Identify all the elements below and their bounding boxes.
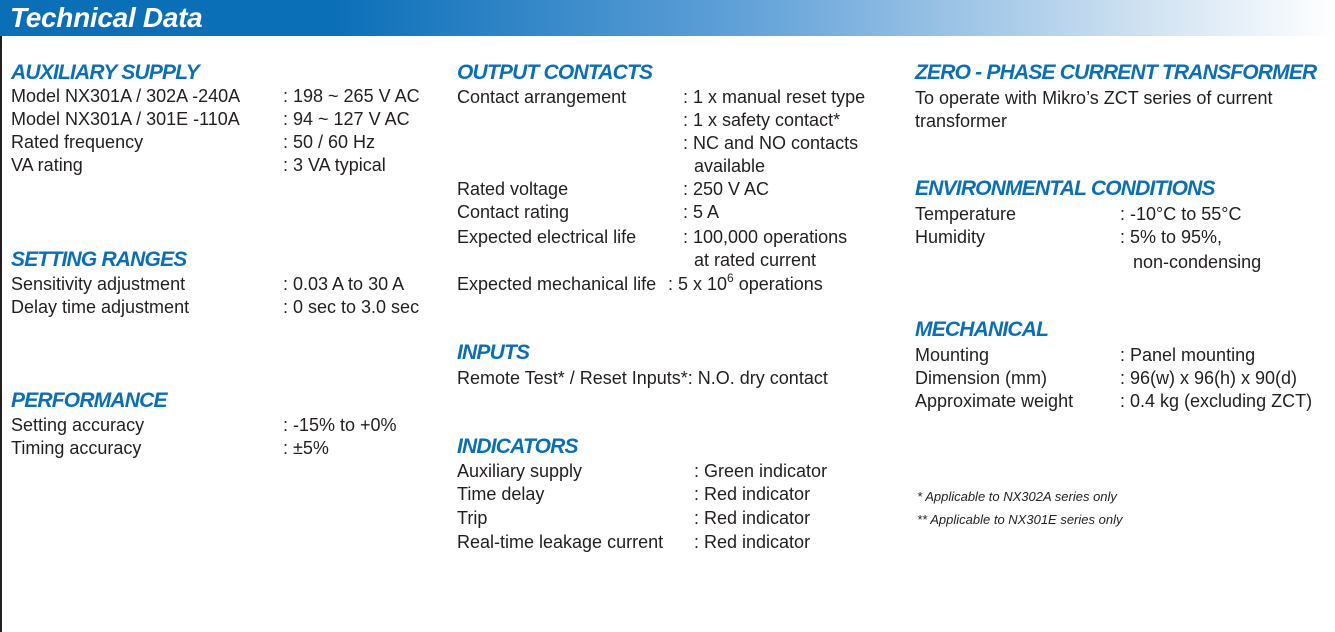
section-title-indicators: INDICATORS	[457, 435, 578, 458]
header-bar	[0, 0, 1335, 36]
section-title-zct: ZERO - PHASE CURRENT TRANSFORMER	[915, 61, 1317, 84]
output-contact-rating-value: : 5 A	[683, 202, 720, 222]
output-arrangement-value-3: : NC and NO contacts	[683, 133, 859, 153]
mechanical-label-1: Mounting	[915, 345, 990, 365]
setting-label-1: Sensitivity adjustment	[11, 274, 186, 294]
section-title-environmental: ENVIRONMENTAL CONDITIONS	[915, 177, 1215, 200]
output-electrical-life-value-2: at rated current	[694, 250, 817, 270]
output-mechanical-life-label: Expected mechanical life	[457, 274, 657, 294]
output-electrical-life-value-1: : 100,000 operations	[683, 227, 848, 247]
mechanical-value-2: : 96(w) x 96(h) x 90(d)	[1120, 368, 1298, 388]
output-arrangement-value-2: : 1 x safety contact*	[683, 110, 841, 130]
indicator-label-3: Trip	[457, 508, 488, 528]
indicator-value-3: : Red indicator	[694, 508, 811, 528]
left-border	[0, 36, 2, 632]
indicator-label-1: Auxiliary supply	[457, 461, 583, 481]
output-rated-voltage-label: Rated voltage	[457, 179, 569, 199]
setting-value-2: : 0 sec to 3.0 sec	[283, 297, 420, 317]
indicator-label-2: Time delay	[457, 484, 545, 504]
indicator-label-4: Real-time leakage current	[457, 532, 664, 552]
section-title-inputs: INPUTS	[457, 341, 530, 364]
aux-label-4: VA rating	[11, 155, 83, 175]
env-temperature-value: : -10°C to 55°C	[1120, 204, 1242, 224]
indicator-value-1: : Green indicator	[694, 461, 828, 481]
aux-value-1: : 198 ~ 265 V AC	[283, 86, 420, 106]
output-electrical-life-label: Expected electrical life	[457, 227, 637, 247]
output-arrangement-label: Contact arrangement	[457, 87, 627, 107]
zct-text-line-2: transformer	[915, 111, 1008, 131]
output-arrangement-value-1: : 1 x manual reset type	[683, 87, 866, 107]
performance-value-1: : -15% to +0%	[283, 415, 397, 435]
aux-label-2: Model NX301A / 301E -110A	[11, 109, 240, 129]
section-title-performance: PERFORMANCE	[11, 389, 167, 412]
aux-label-3: Rated frequency	[11, 132, 144, 152]
section-title-setting-ranges: SETTING RANGES	[11, 248, 187, 271]
mechanical-value-3: : 0.4 kg (excluding ZCT)	[1120, 391, 1313, 411]
mechanical-life-suffix: operations	[733, 274, 823, 294]
mechanical-life-exponent: 6	[727, 271, 734, 285]
aux-value-4: : 3 VA typical	[283, 155, 386, 175]
footnote-2: ** Applicable to NX301E series only	[917, 512, 1123, 527]
aux-value-3: : 50 / 60 Hz	[283, 132, 376, 152]
section-title-output-contacts: OUTPUT CONTACTS	[457, 61, 653, 84]
zct-text-line-1: To operate with Mikro’s ZCT series of current	[915, 88, 1273, 108]
env-temperature-label: Temperature	[915, 204, 1017, 224]
mechanical-value-1: : Panel mounting	[1120, 345, 1256, 365]
env-humidity-label: Humidity	[915, 227, 986, 247]
aux-value-2: : 94 ~ 127 V AC	[283, 109, 410, 129]
performance-label-2: Timing accuracy	[11, 438, 142, 458]
setting-value-1: : 0.03 A to 30 A	[283, 274, 405, 294]
output-arrangement-value-4: available	[694, 156, 766, 176]
indicator-value-4: : Red indicator	[694, 532, 811, 552]
mechanical-life-prefix: : 5 x 10	[668, 274, 728, 294]
aux-label-1: Model NX301A / 302A -240A	[11, 86, 241, 106]
section-title-mechanical: MECHANICAL	[915, 318, 1049, 341]
section-title-auxiliary-supply: AUXILIARY SUPPLY	[11, 61, 199, 84]
indicator-value-2: : Red indicator	[694, 484, 811, 504]
performance-value-2: : ±5%	[283, 438, 329, 458]
env-humidity-value-2: non-condensing	[1133, 252, 1262, 272]
inputs-text: Remote Test* / Reset Inputs*: N.O. dry contact	[457, 368, 828, 388]
output-contact-rating-label: Contact rating	[457, 202, 570, 222]
env-humidity-value-1: : 5% to 95%,	[1120, 227, 1223, 247]
performance-label-1: Setting accuracy	[11, 415, 145, 435]
setting-label-2: Delay time adjustment	[11, 297, 190, 317]
page-title: Technical Data	[10, 2, 203, 33]
mechanical-label-3: Approximate weight	[915, 391, 1074, 411]
footnote-1: * Applicable to NX302A series only	[917, 489, 1117, 504]
output-mechanical-life-value	[668, 273, 823, 296]
mechanical-label-2: Dimension (mm)	[915, 368, 1048, 388]
output-rated-voltage-value: : 250 V AC	[683, 179, 770, 199]
